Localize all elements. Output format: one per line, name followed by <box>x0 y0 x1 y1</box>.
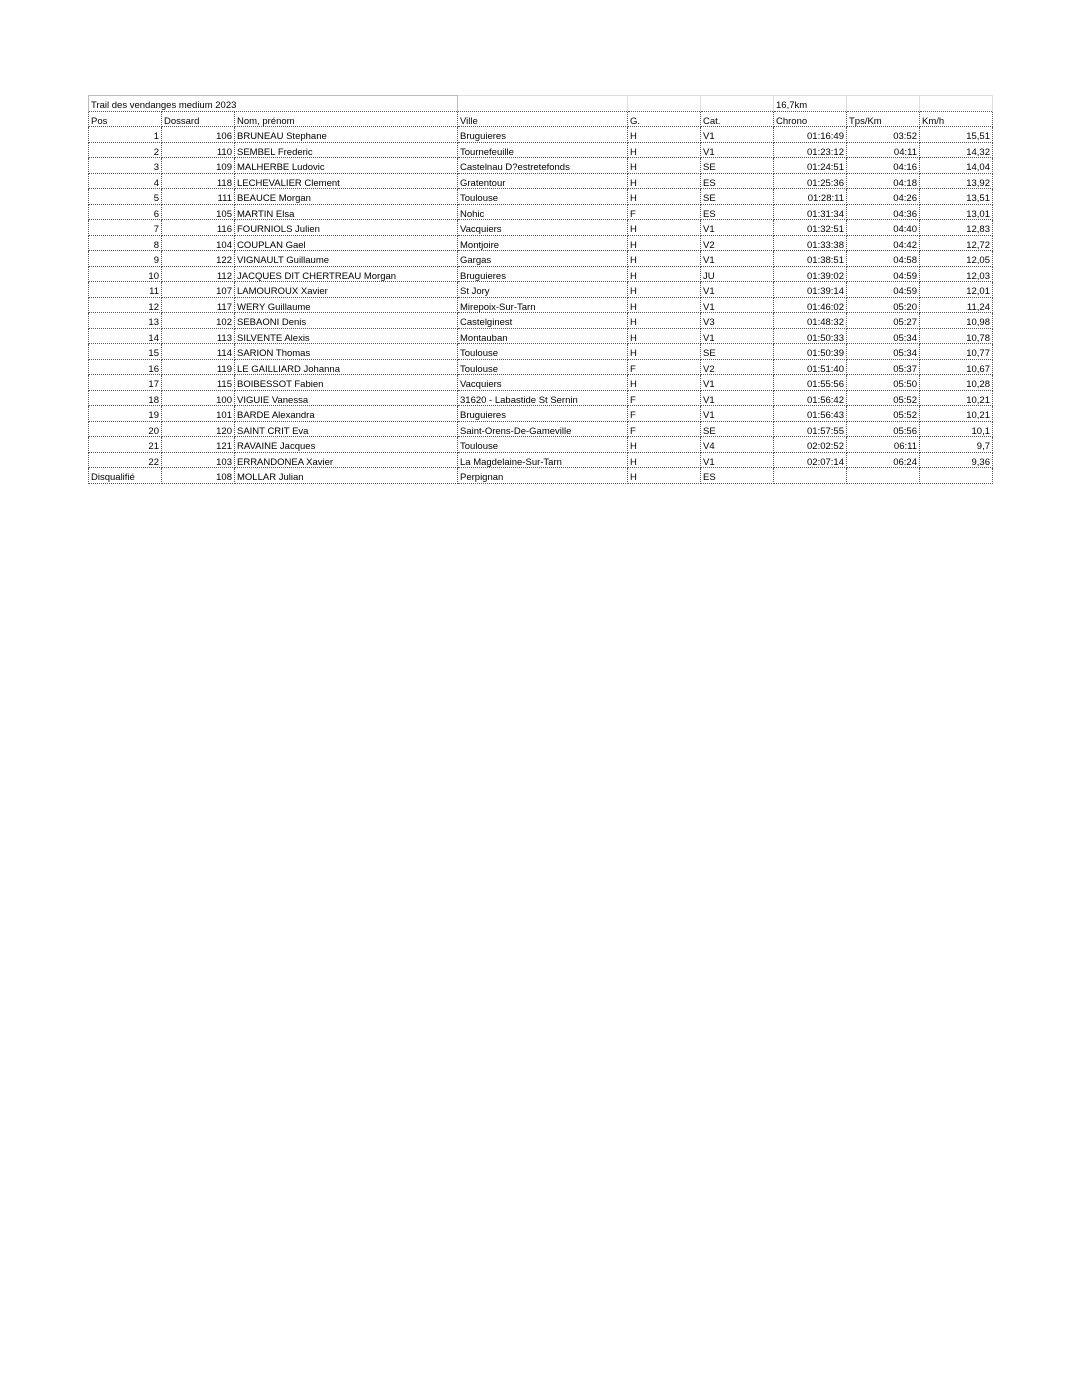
cell-position: 14 <box>89 328 162 344</box>
header-row <box>89 111 993 127</box>
cell-category: V1 <box>701 220 774 236</box>
cell-pace: 04:40 <box>847 220 920 236</box>
table-row <box>89 359 993 375</box>
cell-category: V2 <box>701 235 774 251</box>
cell-gender: F <box>628 204 701 220</box>
cell-city: Gargas <box>458 251 628 267</box>
cell-speed: 10,78 <box>920 328 993 344</box>
cell-dossard: 114 <box>162 344 235 360</box>
cell-city: Montauban <box>458 328 628 344</box>
results-table <box>88 95 993 484</box>
empty-cell <box>628 96 701 112</box>
cell-speed <box>920 468 993 484</box>
cell-city: Nohic <box>458 204 628 220</box>
cell-position: 22 <box>89 452 162 468</box>
table-row <box>89 142 993 158</box>
cell-gender: H <box>628 251 701 267</box>
cell-category: ES <box>701 173 774 189</box>
cell-name: LE GAILLIARD Johanna <box>235 359 458 375</box>
cell-pace: 05:52 <box>847 390 920 406</box>
cell-name: MOLLAR Julian <box>235 468 458 484</box>
cell-pace: 05:20 <box>847 297 920 313</box>
cell-chrono: 01:46:02 <box>774 297 847 313</box>
table-row <box>89 344 993 360</box>
cell-dossard: 118 <box>162 173 235 189</box>
cell-chrono <box>774 468 847 484</box>
cell-category: JU <box>701 266 774 282</box>
cell-dossard: 100 <box>162 390 235 406</box>
cell-speed: 10,21 <box>920 406 993 422</box>
cell-speed: 11,24 <box>920 297 993 313</box>
cell-speed: 10,28 <box>920 375 993 391</box>
cell-position: 4 <box>89 173 162 189</box>
table-row <box>89 266 993 282</box>
cell-dossard: 111 <box>162 189 235 205</box>
cell-gender: F <box>628 421 701 437</box>
cell-category: V2 <box>701 359 774 375</box>
cell-chrono: 01:39:02 <box>774 266 847 282</box>
empty-cell <box>458 96 628 112</box>
cell-chrono: 01:55:56 <box>774 375 847 391</box>
cell-name: BOIBESSOT Fabien <box>235 375 458 391</box>
cell-name: FOURNIOLS Julien <box>235 220 458 236</box>
cell-pace: 04:16 <box>847 158 920 174</box>
cell-pace: 05:52 <box>847 406 920 422</box>
cell-dossard: 115 <box>162 375 235 391</box>
cell-speed: 12,72 <box>920 235 993 251</box>
cell-speed: 13,51 <box>920 189 993 205</box>
cell-name: VIGUIE Vanessa <box>235 390 458 406</box>
cell-position: 9 <box>89 251 162 267</box>
cell-position: 11 <box>89 282 162 298</box>
cell-position: 20 <box>89 421 162 437</box>
cell-gender: H <box>628 235 701 251</box>
cell-speed: 12,01 <box>920 282 993 298</box>
column-header-name: Nom, prénom <box>235 111 458 127</box>
cell-category: V1 <box>701 375 774 391</box>
cell-position: Disqualifié <box>89 468 162 484</box>
empty-cell <box>701 96 774 112</box>
cell-name: RAVAINE Jacques <box>235 437 458 453</box>
cell-category: V1 <box>701 127 774 143</box>
cell-dossard: 101 <box>162 406 235 422</box>
column-header-pos: Pos <box>89 111 162 127</box>
cell-dossard: 103 <box>162 452 235 468</box>
cell-gender: H <box>628 189 701 205</box>
table-row <box>89 468 993 484</box>
cell-name: BARDE Alexandra <box>235 406 458 422</box>
results-table-body <box>89 96 993 484</box>
cell-position: 21 <box>89 437 162 453</box>
cell-speed: 10,21 <box>920 390 993 406</box>
cell-chrono: 01:39:14 <box>774 282 847 298</box>
cell-chrono: 01:32:51 <box>774 220 847 236</box>
cell-category: V1 <box>701 251 774 267</box>
cell-category: V1 <box>701 390 774 406</box>
title-row <box>89 96 993 112</box>
table-row <box>89 173 993 189</box>
cell-position: 15 <box>89 344 162 360</box>
column-header-category: Cat. <box>701 111 774 127</box>
cell-name: MARTIN Elsa <box>235 204 458 220</box>
cell-name: SEBAONI Denis <box>235 313 458 329</box>
cell-city: Toulouse <box>458 359 628 375</box>
cell-category: V1 <box>701 282 774 298</box>
cell-gender: H <box>628 344 701 360</box>
cell-position: 2 <box>89 142 162 158</box>
cell-gender: H <box>628 173 701 189</box>
cell-position: 5 <box>89 189 162 205</box>
cell-pace: 06:24 <box>847 452 920 468</box>
cell-speed: 10,67 <box>920 359 993 375</box>
cell-gender: H <box>628 437 701 453</box>
cell-chrono: 01:25:36 <box>774 173 847 189</box>
table-row <box>89 189 993 205</box>
cell-chrono: 01:56:42 <box>774 390 847 406</box>
cell-dossard: 110 <box>162 142 235 158</box>
cell-name: SILVENTE Alexis <box>235 328 458 344</box>
cell-gender: H <box>628 158 701 174</box>
cell-chrono: 01:16:49 <box>774 127 847 143</box>
cell-gender: H <box>628 452 701 468</box>
cell-category: V3 <box>701 313 774 329</box>
cell-gender: H <box>628 266 701 282</box>
cell-dossard: 112 <box>162 266 235 282</box>
column-header-speed: Km/h <box>920 111 993 127</box>
cell-name: BRUNEAU Stephane <box>235 127 458 143</box>
table-row <box>89 421 993 437</box>
cell-name: VIGNAULT Guillaume <box>235 251 458 267</box>
cell-gender: H <box>628 127 701 143</box>
cell-speed: 12,05 <box>920 251 993 267</box>
cell-chrono: 02:07:14 <box>774 452 847 468</box>
cell-dossard: 116 <box>162 220 235 236</box>
cell-dossard: 122 <box>162 251 235 267</box>
cell-position: 17 <box>89 375 162 391</box>
cell-city: St Jory <box>458 282 628 298</box>
cell-gender: F <box>628 390 701 406</box>
cell-chrono: 01:56:43 <box>774 406 847 422</box>
cell-pace: 04:59 <box>847 282 920 298</box>
cell-dossard: 117 <box>162 297 235 313</box>
cell-chrono: 01:31:34 <box>774 204 847 220</box>
table-row <box>89 313 993 329</box>
cell-dossard: 119 <box>162 359 235 375</box>
cell-pace: 04:18 <box>847 173 920 189</box>
cell-pace: 04:42 <box>847 235 920 251</box>
table-row <box>89 437 993 453</box>
cell-chrono: 01:51:40 <box>774 359 847 375</box>
cell-name: COUPLAN Gael <box>235 235 458 251</box>
cell-category: SE <box>701 158 774 174</box>
cell-position: 10 <box>89 266 162 282</box>
cell-gender: H <box>628 313 701 329</box>
column-header-dossard: Dossard <box>162 111 235 127</box>
cell-speed: 14,04 <box>920 158 993 174</box>
cell-name: BEAUCE Morgan <box>235 189 458 205</box>
cell-name: SARION Thomas <box>235 344 458 360</box>
cell-pace: 05:56 <box>847 421 920 437</box>
cell-pace: 04:58 <box>847 251 920 267</box>
cell-city: Toulouse <box>458 437 628 453</box>
cell-dossard: 102 <box>162 313 235 329</box>
cell-pace: 04:36 <box>847 204 920 220</box>
cell-category: V1 <box>701 452 774 468</box>
cell-city: Bruguieres <box>458 266 628 282</box>
cell-category: SE <box>701 421 774 437</box>
table-row <box>89 452 993 468</box>
cell-position: 3 <box>89 158 162 174</box>
cell-speed: 13,92 <box>920 173 993 189</box>
cell-pace: 05:34 <box>847 344 920 360</box>
table-row <box>89 204 993 220</box>
table-row <box>89 235 993 251</box>
cell-category: SE <box>701 189 774 205</box>
cell-position: 8 <box>89 235 162 251</box>
cell-name: LECHEVALIER Clement <box>235 173 458 189</box>
table-row <box>89 390 993 406</box>
column-header-chrono: Chrono <box>774 111 847 127</box>
cell-city: Toulouse <box>458 344 628 360</box>
table-row <box>89 127 993 143</box>
cell-name: LAMOUROUX Xavier <box>235 282 458 298</box>
cell-dossard: 120 <box>162 421 235 437</box>
cell-category: ES <box>701 204 774 220</box>
cell-dossard: 105 <box>162 204 235 220</box>
cell-gender: H <box>628 142 701 158</box>
cell-city: 31620 - Labastide St Sernin <box>458 390 628 406</box>
empty-cell <box>920 96 993 112</box>
cell-pace: 05:37 <box>847 359 920 375</box>
table-row <box>89 220 993 236</box>
cell-position: 7 <box>89 220 162 236</box>
cell-speed: 10,98 <box>920 313 993 329</box>
cell-speed: 9,7 <box>920 437 993 453</box>
cell-chrono: 01:33:38 <box>774 235 847 251</box>
cell-city: Bruguieres <box>458 406 628 422</box>
cell-gender: F <box>628 359 701 375</box>
cell-pace: 04:59 <box>847 266 920 282</box>
cell-city: Tournefeuille <box>458 142 628 158</box>
cell-speed: 10,77 <box>920 344 993 360</box>
cell-city: Perpignan <box>458 468 628 484</box>
cell-category: V1 <box>701 328 774 344</box>
cell-pace: 05:27 <box>847 313 920 329</box>
cell-position: 18 <box>89 390 162 406</box>
table-row <box>89 406 993 422</box>
cell-gender: H <box>628 375 701 391</box>
column-header-gender: G. <box>628 111 701 127</box>
cell-gender: H <box>628 328 701 344</box>
cell-city: Castelginest <box>458 313 628 329</box>
cell-speed: 12,83 <box>920 220 993 236</box>
cell-position: 6 <box>89 204 162 220</box>
column-header-city: Ville <box>458 111 628 127</box>
cell-speed: 14,32 <box>920 142 993 158</box>
cell-city: Montjoire <box>458 235 628 251</box>
cell-pace: 04:11 <box>847 142 920 158</box>
cell-city: Toulouse <box>458 189 628 205</box>
cell-pace: 03:52 <box>847 127 920 143</box>
cell-position: 13 <box>89 313 162 329</box>
cell-position: 1 <box>89 127 162 143</box>
cell-dossard: 109 <box>162 158 235 174</box>
cell-dossard: 107 <box>162 282 235 298</box>
table-row <box>89 297 993 313</box>
cell-chrono: 02:02:52 <box>774 437 847 453</box>
cell-dossard: 121 <box>162 437 235 453</box>
cell-gender: H <box>628 220 701 236</box>
cell-name: ERRANDONEA Xavier <box>235 452 458 468</box>
cell-pace: 04:26 <box>847 189 920 205</box>
empty-cell <box>847 96 920 112</box>
cell-chrono: 01:23:12 <box>774 142 847 158</box>
cell-city: Bruguieres <box>458 127 628 143</box>
cell-gender: F <box>628 406 701 422</box>
cell-city: Castelnau D?estretefonds <box>458 158 628 174</box>
cell-name: JACQUES DIT CHERTREAU Morgan <box>235 266 458 282</box>
table-row <box>89 375 993 391</box>
cell-position: 19 <box>89 406 162 422</box>
cell-name: WERY Guillaume <box>235 297 458 313</box>
cell-city: Gratentour <box>458 173 628 189</box>
cell-speed: 9,36 <box>920 452 993 468</box>
cell-chrono: 01:57:55 <box>774 421 847 437</box>
cell-category: V1 <box>701 142 774 158</box>
cell-category: V4 <box>701 437 774 453</box>
cell-gender: H <box>628 297 701 313</box>
column-header-pace: Tps/Km <box>847 111 920 127</box>
cell-category: ES <box>701 468 774 484</box>
cell-chrono: 01:50:33 <box>774 328 847 344</box>
cell-position: 16 <box>89 359 162 375</box>
cell-pace <box>847 468 920 484</box>
cell-speed: 12,03 <box>920 266 993 282</box>
cell-chrono: 01:28:11 <box>774 189 847 205</box>
cell-city: La Magdelaine-Sur-Tarn <box>458 452 628 468</box>
cell-dossard: 108 <box>162 468 235 484</box>
cell-chrono: 01:38:51 <box>774 251 847 267</box>
cell-pace: 05:34 <box>847 328 920 344</box>
cell-dossard: 113 <box>162 328 235 344</box>
cell-name: MALHERBE Ludovic <box>235 158 458 174</box>
cell-speed: 13,01 <box>920 204 993 220</box>
cell-name: SAINT CRIT Eva <box>235 421 458 437</box>
cell-dossard: 104 <box>162 235 235 251</box>
cell-pace: 05:50 <box>847 375 920 391</box>
cell-dossard: 106 <box>162 127 235 143</box>
cell-speed: 15,51 <box>920 127 993 143</box>
cell-name: SEMBEL Frederic <box>235 142 458 158</box>
cell-pace: 06:11 <box>847 437 920 453</box>
cell-chrono: 01:48:32 <box>774 313 847 329</box>
cell-category: SE <box>701 344 774 360</box>
table-row <box>89 251 993 267</box>
sheet-title: Trail des vendanges medium 2023 <box>89 96 458 112</box>
cell-category: V1 <box>701 297 774 313</box>
table-row <box>89 328 993 344</box>
cell-chrono: 01:50:39 <box>774 344 847 360</box>
cell-city: Vacquiers <box>458 375 628 391</box>
cell-category: V1 <box>701 406 774 422</box>
cell-city: Mirepoix-Sur-Tarn <box>458 297 628 313</box>
cell-city: Vacquiers <box>458 220 628 236</box>
cell-position: 12 <box>89 297 162 313</box>
table-row <box>89 282 993 298</box>
cell-gender: H <box>628 282 701 298</box>
cell-speed: 10,1 <box>920 421 993 437</box>
race-distance: 16,7km <box>774 96 847 112</box>
cell-chrono: 01:24:51 <box>774 158 847 174</box>
cell-gender: H <box>628 468 701 484</box>
table-row <box>89 158 993 174</box>
cell-city: Saint-Orens-De-Gameville <box>458 421 628 437</box>
